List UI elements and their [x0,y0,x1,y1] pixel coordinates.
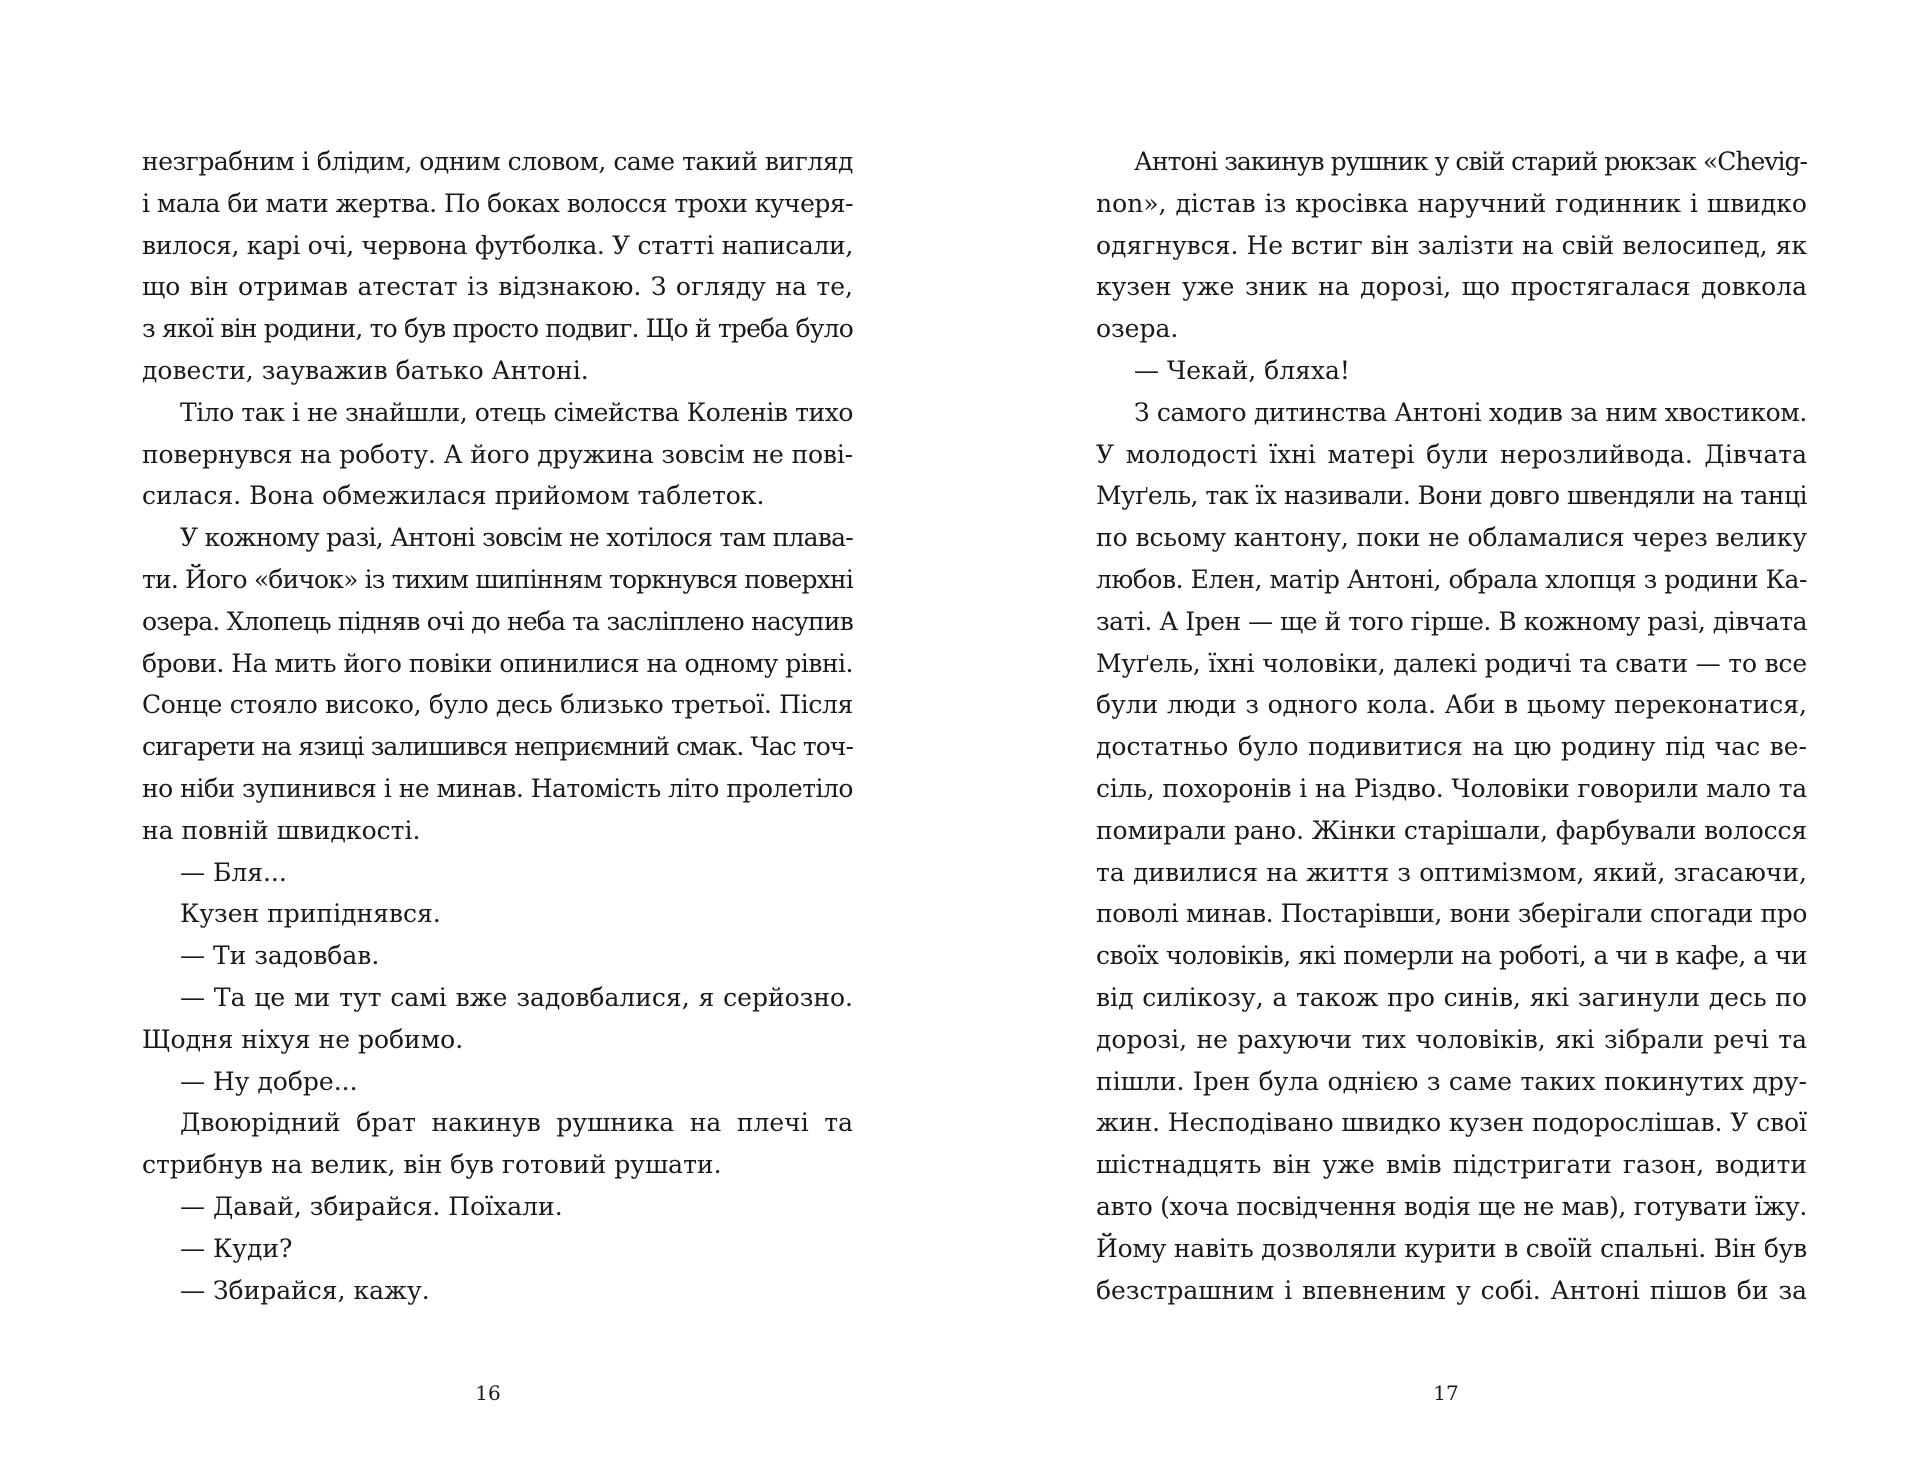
right-page-text-line-content: поволі минав. Постарівши, вони зберігали спогади про [1096,899,1807,929]
right-page-text-line-content: безстрашним і впевненим у собі. Антоні пішов би за [1096,1275,1807,1305]
left-page-text-line-content: озера. Хлопець підняв очі до неба та засліплено насупив [142,606,853,636]
right-page-text-line [1096,308,1807,350]
left-page-text-line [142,977,853,1019]
right-page-text-line-content: достатньо було подивитися на цю родину під час ве- [1096,732,1807,762]
right-page-text-line-content: non», дістав із кросівка наручний годинник і швидко [1096,188,1807,218]
right-page-text-line [1096,1186,1807,1228]
right-page-text-line [1096,1144,1807,1186]
right-page-text-line-content: озера. [1096,314,1179,344]
right-page-text-line [1096,1228,1807,1270]
left-page-text-line [142,559,853,601]
right-page-text-line [1096,183,1807,225]
left-page-text-line [142,852,853,894]
left-page-text-line [142,1019,853,1061]
right-page-text-line [1096,1061,1807,1103]
right-page-text-line-content: Йому навіть дозволяли курити в своїй спальні. Він був [1096,1233,1807,1263]
right-page-text-line [1096,852,1807,894]
left-page-text-line-content: — Ти задовбав. [180,941,380,971]
right-page-text-line-content: З самого дитинства Антоні ходив за ним хвостиком. [1134,397,1807,427]
left-page-text-line-content: на повній швидкості. [142,815,421,845]
right-page-text-line-content: Антоні закинув рушник у свій старий рюкзак «Chevig- [1134,147,1807,176]
right-page-text-line [1096,1102,1807,1144]
right-page-text-line-content: помирали рано. Жінки старішали, фарбували волосся [1096,815,1807,845]
right-page-text-line-content: Муґель, їхні чоловіки, далекі родичі та свати — то все [1096,648,1807,678]
left-page-text-line-content: У кожному разі, Антоні зовсім не хотілося там плава- [180,523,853,553]
right-page-text-line [1096,810,1807,852]
right-page-text-line [1096,935,1807,977]
left-page-text-line [142,350,853,392]
left-page-text-line [142,726,853,768]
left-page-text-line-content: но ніби зупинився і не минав. Натомість літо пролетіло [142,773,853,803]
left-page-text-line [142,141,853,183]
left-page-text-line [142,810,853,852]
right-page-text-line [1096,601,1807,643]
left-page-text-line [142,1061,853,1103]
left-page-text-line [142,183,853,225]
left-page-text-line-content: незграбним і блідим, одним словом, саме такий вигляд [142,147,853,176]
left-page-text-line-content: силася. Вона обмежилася прийомом таблеток. [142,481,765,511]
left-page-text-line [142,266,853,308]
right-page-text-line [1096,977,1807,1019]
right-page-text-line [1096,392,1807,434]
left-page-text-line-content: що він отримав атестат із відзнакою. З огляду на те, [142,272,853,302]
right-page-text-line [1096,768,1807,810]
left-page-text-line-content: і мала би мати жертва. По боках волосся трохи кучеря- [142,188,853,218]
left-page-text-line-content: повернувся на роботу. А його дружина зовсім не пові- [142,439,853,469]
left-page-text-line [142,434,853,476]
left-page-text-line [142,225,853,267]
right-page-text-line-content: по всьому кантону, поки не обламалися через велику [1096,523,1807,553]
left-page-text-line [142,935,853,977]
left-page-text-line [142,517,853,559]
right-page-text-line-content: заті. А Ірен — ще й того гірше. В кожному разі, дівчата [1096,606,1807,636]
right-page-text-line [1096,893,1807,935]
left-page-text-line [142,601,853,643]
left-page-text-line-content: довести, зауважив батько Антоні. [142,355,589,385]
left-page-text-line-content: з якої він родини, то був просто подвиг. Що й треба було [142,314,853,344]
left-page-text-line [142,768,853,810]
right-page-text-line-content: одягнувся. Не встиг він залізти на свій велосипед, як [1096,230,1807,260]
left-page-text-line [142,1270,853,1312]
right-page-text-line [1096,475,1807,517]
right-page-text-line-content: шістнадцять він уже вмів підстригати газон, водити [1096,1150,1807,1180]
right-page [960,0,1920,1477]
right-page-text-line [1096,141,1807,183]
right-page-text-line-content: сіль, похоронів і на Різдво. Чоловіки говорили мало та [1096,773,1807,803]
left-page-text-line-content: ти. Його «бичок» із тихим шипінням торкнувся поверхні [142,564,853,594]
right-page-text-line-content: — Чекай, бляха! [1134,355,1350,385]
right-page-text-line [1096,517,1807,559]
left-page-text-line-content: — Та це ми тут самі вже задовбалися, я серйозно. [180,982,853,1012]
right-page-text [1096,141,1807,1311]
right-page-text-line-content: пішли. Ірен була однією з саме таких покинутих дру- [1096,1066,1807,1096]
left-page-text-line-content: Щодня ніхуя не робимо. [142,1024,464,1054]
right-page-text-line-content: дорозі, не рахуючи тих чоловіків, які зібрали речі та [1096,1024,1807,1054]
right-page-text-line-content: своїх чоловіків, які померли на роботі, а чи в кафе, а чи [1096,941,1807,971]
left-page-text-line-content: вилося, карі очі, червона футболка. У статті написали, [142,230,853,260]
left-page-text-line-content: стрибнув на велик, він був готовий рушати. [142,1150,722,1180]
left-page-text-line [142,1102,853,1144]
right-page-text-line [1096,225,1807,267]
left-page-number: 16 [475,1381,501,1405]
right-page-text-line-content: любов. Елен, матір Антоні, обрала хлопця з родини Ка- [1096,564,1807,594]
left-page-text-line-content: — Куди? [180,1233,293,1263]
right-page-text-line-content: кузен уже зник на дорозі, що простягалася довкола [1096,272,1807,302]
left-page-text-line [142,1144,853,1186]
left-page-text-line-content: Двоюрідний брат накинув рушника на плечі та [180,1108,853,1138]
right-page-text-line [1096,434,1807,476]
left-page-text-line [142,684,853,726]
right-page-text-line [1096,684,1807,726]
right-page-text-line [1096,559,1807,601]
left-page-text-line-content: — Бля... [180,857,287,887]
right-page-text-line-content: жин. Несподівано швидко кузен подорослішав. У свої [1096,1108,1807,1138]
left-page-text-line-content: — Давай, збирайся. Поїхали. [180,1191,563,1221]
right-page-number: 17 [1433,1381,1459,1405]
left-page-text-line [142,392,853,434]
right-page-text-line [1096,350,1807,392]
right-page-text-line [1096,266,1807,308]
left-page-text-line-content: Кузен припіднявся. [180,899,441,929]
left-page-text-line-content: Тіло так і не знайшли, отець сімейства Коленів тихо [180,397,853,427]
left-page-text-line [142,643,853,685]
left-page-text-line-content: сигарети на язиці залишився неприємний смак. Час точ- [142,732,853,762]
left-page-text-line-content: — Ну добре... [180,1066,358,1096]
right-page-text-line-content: та дивилися на життя з оптимізмом, який, згасаючи, [1096,857,1807,887]
right-page-text-line [1096,643,1807,685]
right-page-text-line-content: У молодості їхні матері були нерозлийвода. Дівчата [1096,439,1807,469]
left-page-text-line [142,308,853,350]
right-page-text-line-content: від силікозу, а також про синів, які загинули десь по [1096,982,1807,1012]
left-page-text-line-content: Сонце стояло високо, було десь близько третьої. Після [142,690,853,720]
right-page-text-line-content: Муґель, так їх називали. Вони довго швендяли на танці [1096,481,1807,511]
left-page-text-line [142,1228,853,1270]
right-page-text-line-content: були люди з одного кола. Аби в цьому переконатися, [1096,690,1807,720]
left-page-text-line-content: — Збирайся, кажу. [180,1275,430,1305]
left-page-text-line [142,475,853,517]
right-page-text-line-content: авто (хоча посвідчення водія ще не мав), готувати їжу. [1096,1191,1807,1221]
right-page-text-line [1096,726,1807,768]
left-page-text [142,141,853,1311]
left-page-text-line-content: брови. На мить його повіки опинилися на одному рівні. [142,648,853,678]
left-page-text-line [142,893,853,935]
right-page-text-line [1096,1019,1807,1061]
right-page-text-line [1096,1270,1807,1312]
left-page-text-line [142,1186,853,1228]
